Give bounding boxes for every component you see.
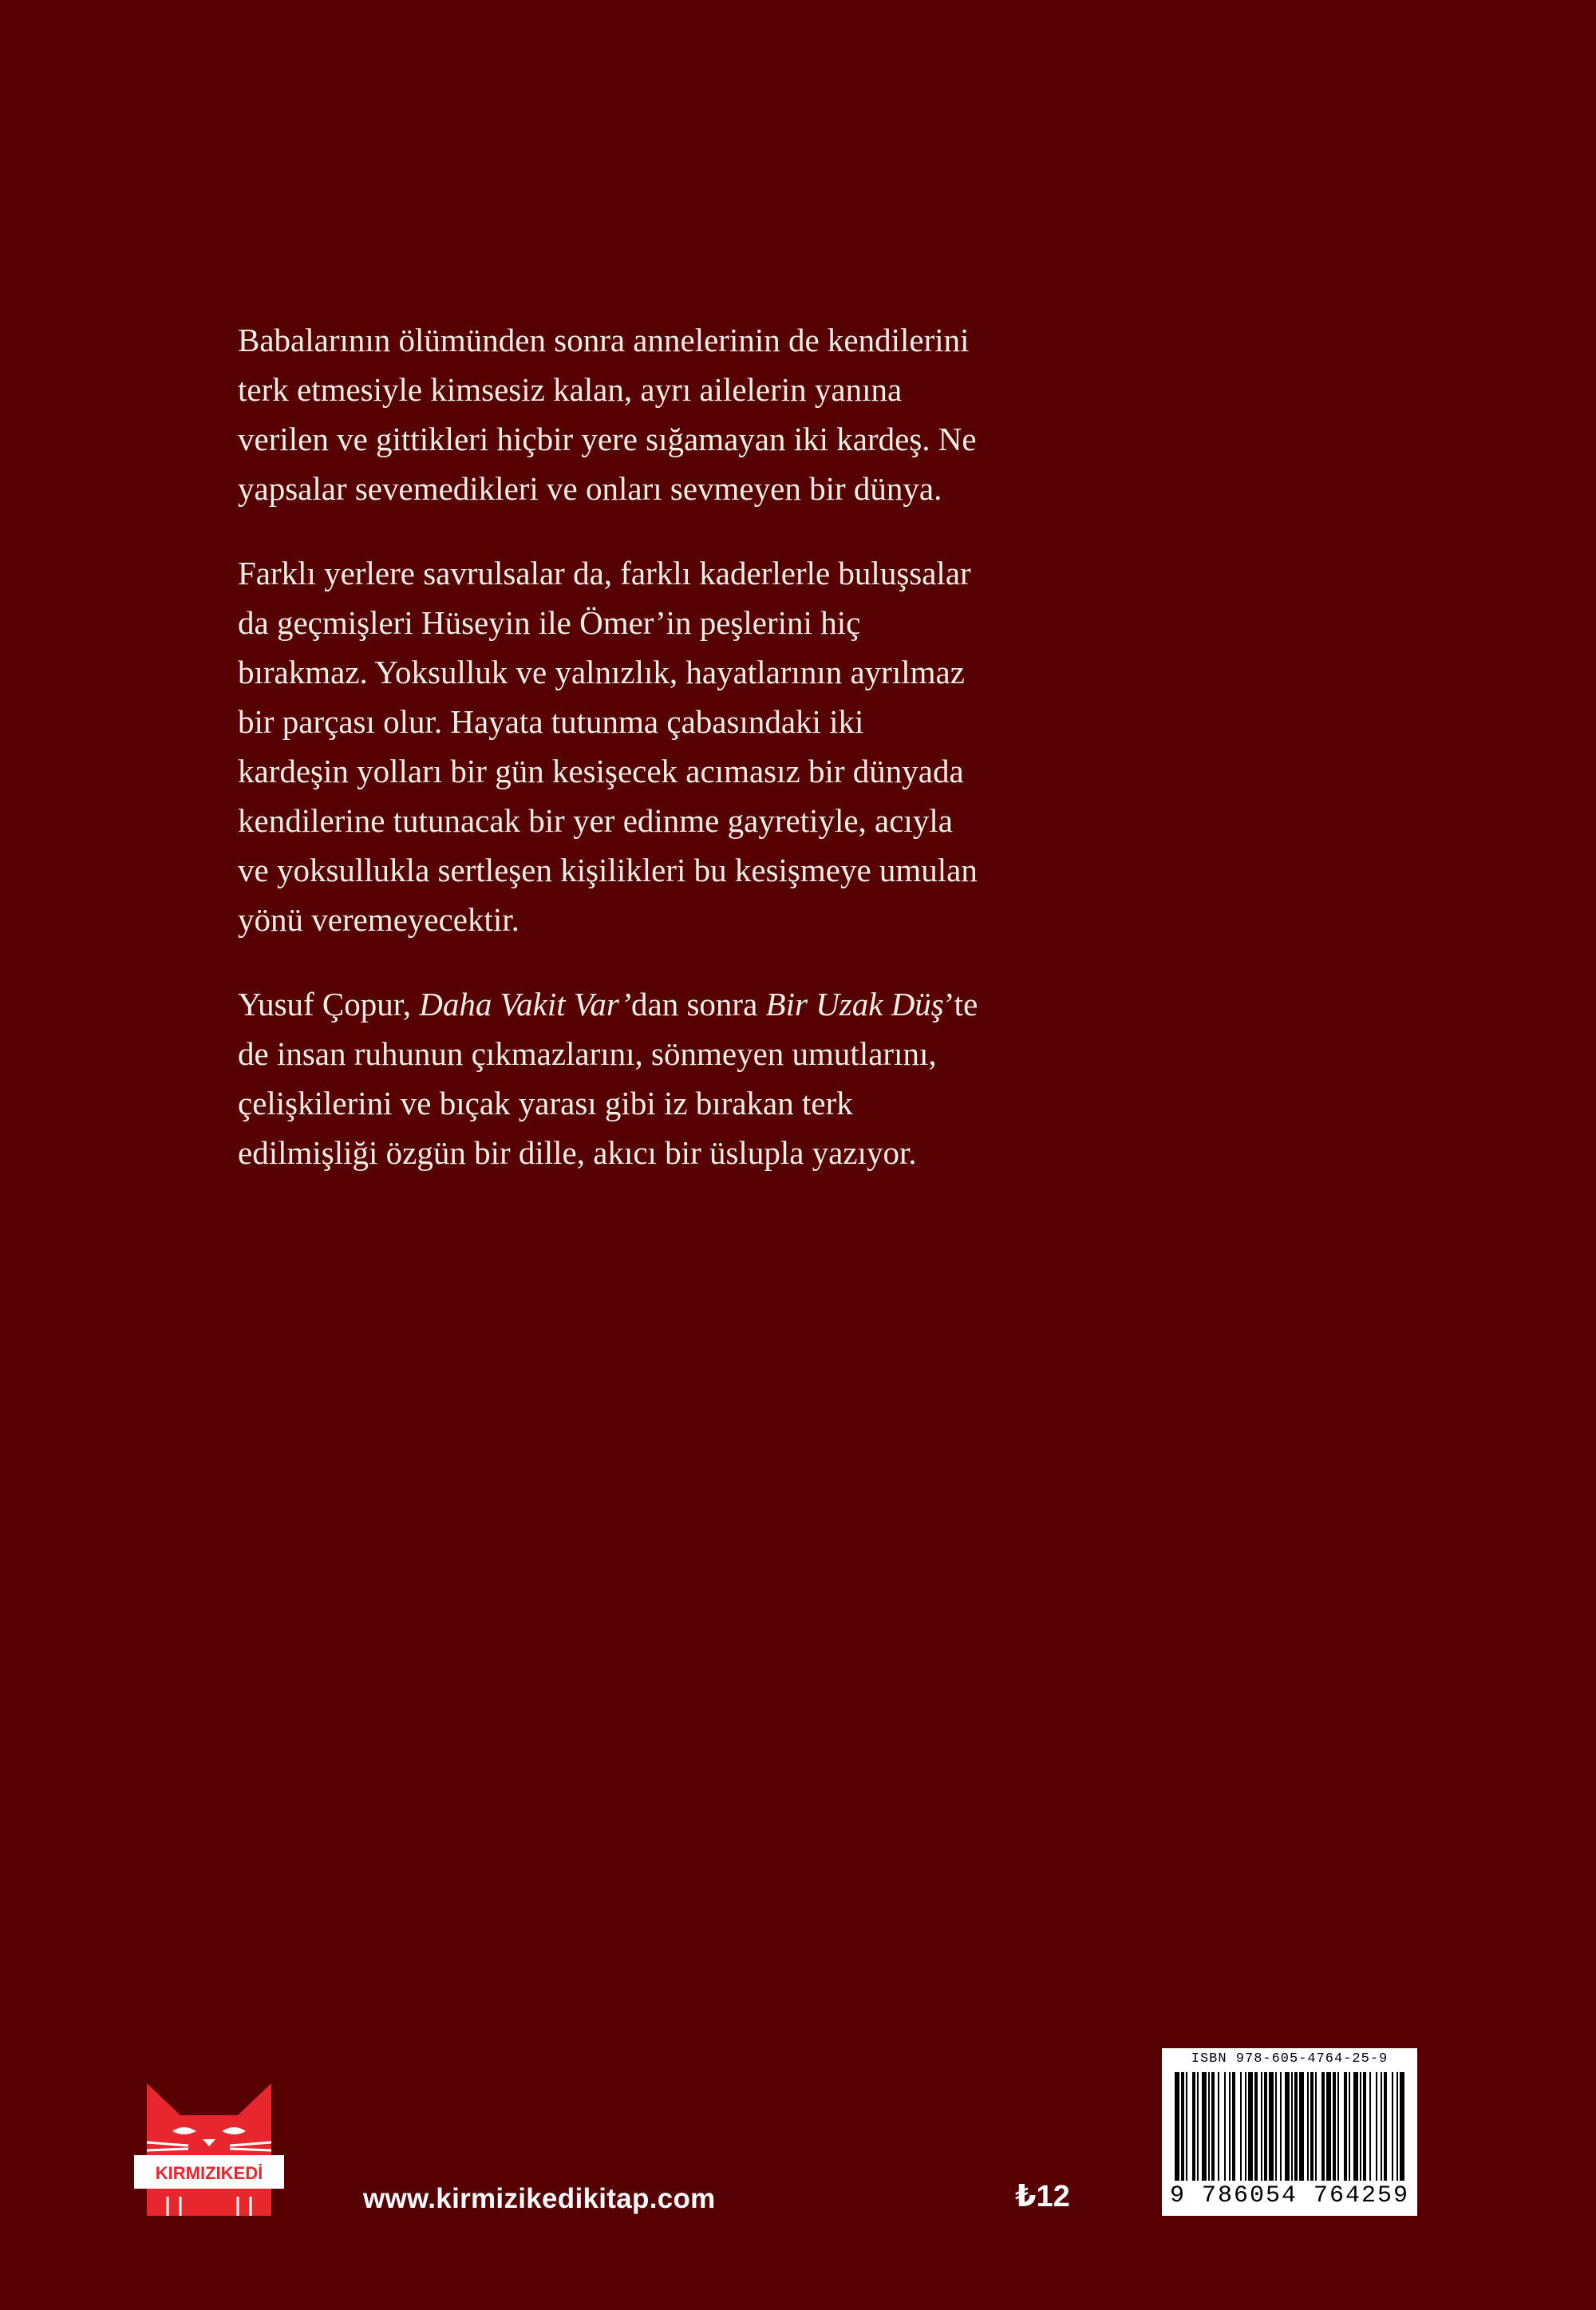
cat-logo-icon bbox=[131, 2066, 287, 2219]
barcode-bar bbox=[1211, 2072, 1215, 2181]
barcode-bar bbox=[1315, 2072, 1317, 2181]
barcode-bar bbox=[1181, 2072, 1184, 2181]
blurb-paragraph-2 bbox=[238, 548, 1371, 944]
book-title-1: Daha Vakit Var’ bbox=[419, 986, 632, 1022]
barcode-bar bbox=[1269, 2072, 1274, 2181]
barcode-bar bbox=[1396, 2072, 1398, 2181]
barcode-bar bbox=[1307, 2072, 1309, 2181]
barcode-bar bbox=[1224, 2072, 1226, 2181]
barcode-bar bbox=[1202, 2072, 1207, 2181]
barcode-bar bbox=[1218, 2072, 1219, 2181]
publisher-logo bbox=[131, 2066, 287, 2219]
barcode-bar bbox=[1353, 2072, 1358, 2181]
barcode-digits: 9 786054 764259 bbox=[1169, 2182, 1410, 2209]
blurb-line: bir parçası olur. Hayata tutunma çabasındaki iki bbox=[238, 703, 864, 740]
barcode-bar bbox=[1264, 2072, 1267, 2181]
blurb-line: Farklı yerlere savrulsalar da, farklı kaderlerle buluşsalar bbox=[238, 555, 971, 591]
blurb-line: yapsalar sevemedikleri ve onları sevmeyen bir dünya. bbox=[238, 470, 942, 507]
barcode-bar bbox=[1299, 2072, 1304, 2181]
barcode-bar bbox=[1254, 2072, 1258, 2181]
barcode-bar bbox=[1261, 2072, 1262, 2181]
blurb-line: verilen ve gittikleri hiçbir yere sığamayan iki kardeş. Ne bbox=[238, 421, 977, 457]
barcode-bar bbox=[1326, 2072, 1331, 2181]
barcode-bar bbox=[1275, 2072, 1277, 2181]
blurb-line: çelişkilerini ve bıçak yarası gibi iz bırakan terk bbox=[238, 1085, 853, 1121]
barcode-bar bbox=[1248, 2072, 1253, 2181]
barcode-bars bbox=[1175, 2072, 1404, 2184]
barcode-bar bbox=[1229, 2072, 1231, 2181]
barcode-bar bbox=[1186, 2072, 1187, 2181]
blurb-line bbox=[238, 979, 1371, 1029]
barcode-bar bbox=[1333, 2072, 1336, 2181]
publisher-website[interactable]: www.kirmizikedikitap.com bbox=[363, 2183, 716, 2214]
barcode-bar bbox=[1240, 2072, 1242, 2181]
blurb-paragraph-3 bbox=[238, 979, 1371, 1177]
back-cover-blurb bbox=[238, 315, 1371, 1212]
barcode-bar bbox=[1384, 2072, 1387, 2181]
barcode-bar bbox=[1337, 2072, 1339, 2181]
barcode-bar bbox=[1400, 2072, 1404, 2181]
blurb-line: bırakmaz. Yoksulluk ve yalnızlık, hayatlarının ayrılmaz bbox=[238, 654, 965, 690]
isbn-label: ISBN 978-605-4764-25-9 bbox=[1191, 2051, 1389, 2067]
connector-text: dan sonra bbox=[631, 986, 766, 1022]
barcode-bar bbox=[1294, 2072, 1298, 2181]
barcode-bar bbox=[1360, 2072, 1361, 2181]
barcode-bar bbox=[1197, 2072, 1199, 2181]
barcode-bar bbox=[1349, 2072, 1350, 2181]
logo-text: KIRMIZIKEDİ bbox=[155, 2163, 263, 2183]
blurb-line: yönü veremeyecektir. bbox=[238, 901, 519, 938]
blurb-line: terk etmesiyle kimsesiz kalan, ayrı ailelerin yanına bbox=[238, 371, 903, 408]
barcode-bar bbox=[1175, 2072, 1179, 2181]
barcode-bar bbox=[1376, 2072, 1377, 2181]
barcode-bar bbox=[1192, 2072, 1195, 2181]
barcode-bar bbox=[1310, 2072, 1314, 2181]
blurb-line: da geçmişleri Hüseyin ile Ömer’in peşlerini hiç bbox=[238, 604, 861, 641]
blurb-line: Babalarının ölümünden sonra annelerinin de kendilerini bbox=[238, 322, 970, 358]
blurb-line: edilmişliği özgün bir dille, akıcı bir üslupla yazıyor. bbox=[238, 1134, 917, 1171]
blurb-line: kardeşin yolları bir gün kesişecek acımasız bir dünyada bbox=[238, 753, 964, 789]
barcode-bar bbox=[1369, 2072, 1371, 2181]
barcode-bar bbox=[1208, 2072, 1210, 2181]
barcode-bar bbox=[1232, 2072, 1235, 2181]
barcode-bar bbox=[1363, 2072, 1366, 2181]
blurb-paragraph-1 bbox=[238, 315, 1371, 513]
barcode-bar bbox=[1344, 2072, 1347, 2181]
barcode-bar bbox=[1245, 2072, 1246, 2181]
barcode-bar bbox=[1280, 2072, 1282, 2181]
barcode-bar bbox=[1392, 2072, 1393, 2181]
suffix-text: ’te bbox=[943, 986, 978, 1022]
book-title-2: Bir Uzak Düş bbox=[765, 986, 944, 1022]
blurb-line: ve yoksullukla sertleşen kişilikleri bu kesişmeye umulan bbox=[238, 852, 978, 888]
barcode-bar bbox=[1321, 2072, 1325, 2181]
barcode-bar bbox=[1291, 2072, 1293, 2181]
blurb-line: kendilerine tutunacak bir yer edinme gayretiyle, acıyla bbox=[238, 802, 953, 839]
barcode-bar bbox=[1381, 2072, 1382, 2181]
isbn-barcode bbox=[1162, 2048, 1417, 2216]
barcode-bar bbox=[1285, 2072, 1290, 2181]
price-label: ₺12 bbox=[1015, 2180, 1070, 2213]
blurb-line: de insan ruhunun çıkmazlarını, sönmeyen umutlarını, bbox=[238, 1035, 937, 1072]
author-text: Yusuf Çopur, bbox=[238, 986, 420, 1022]
